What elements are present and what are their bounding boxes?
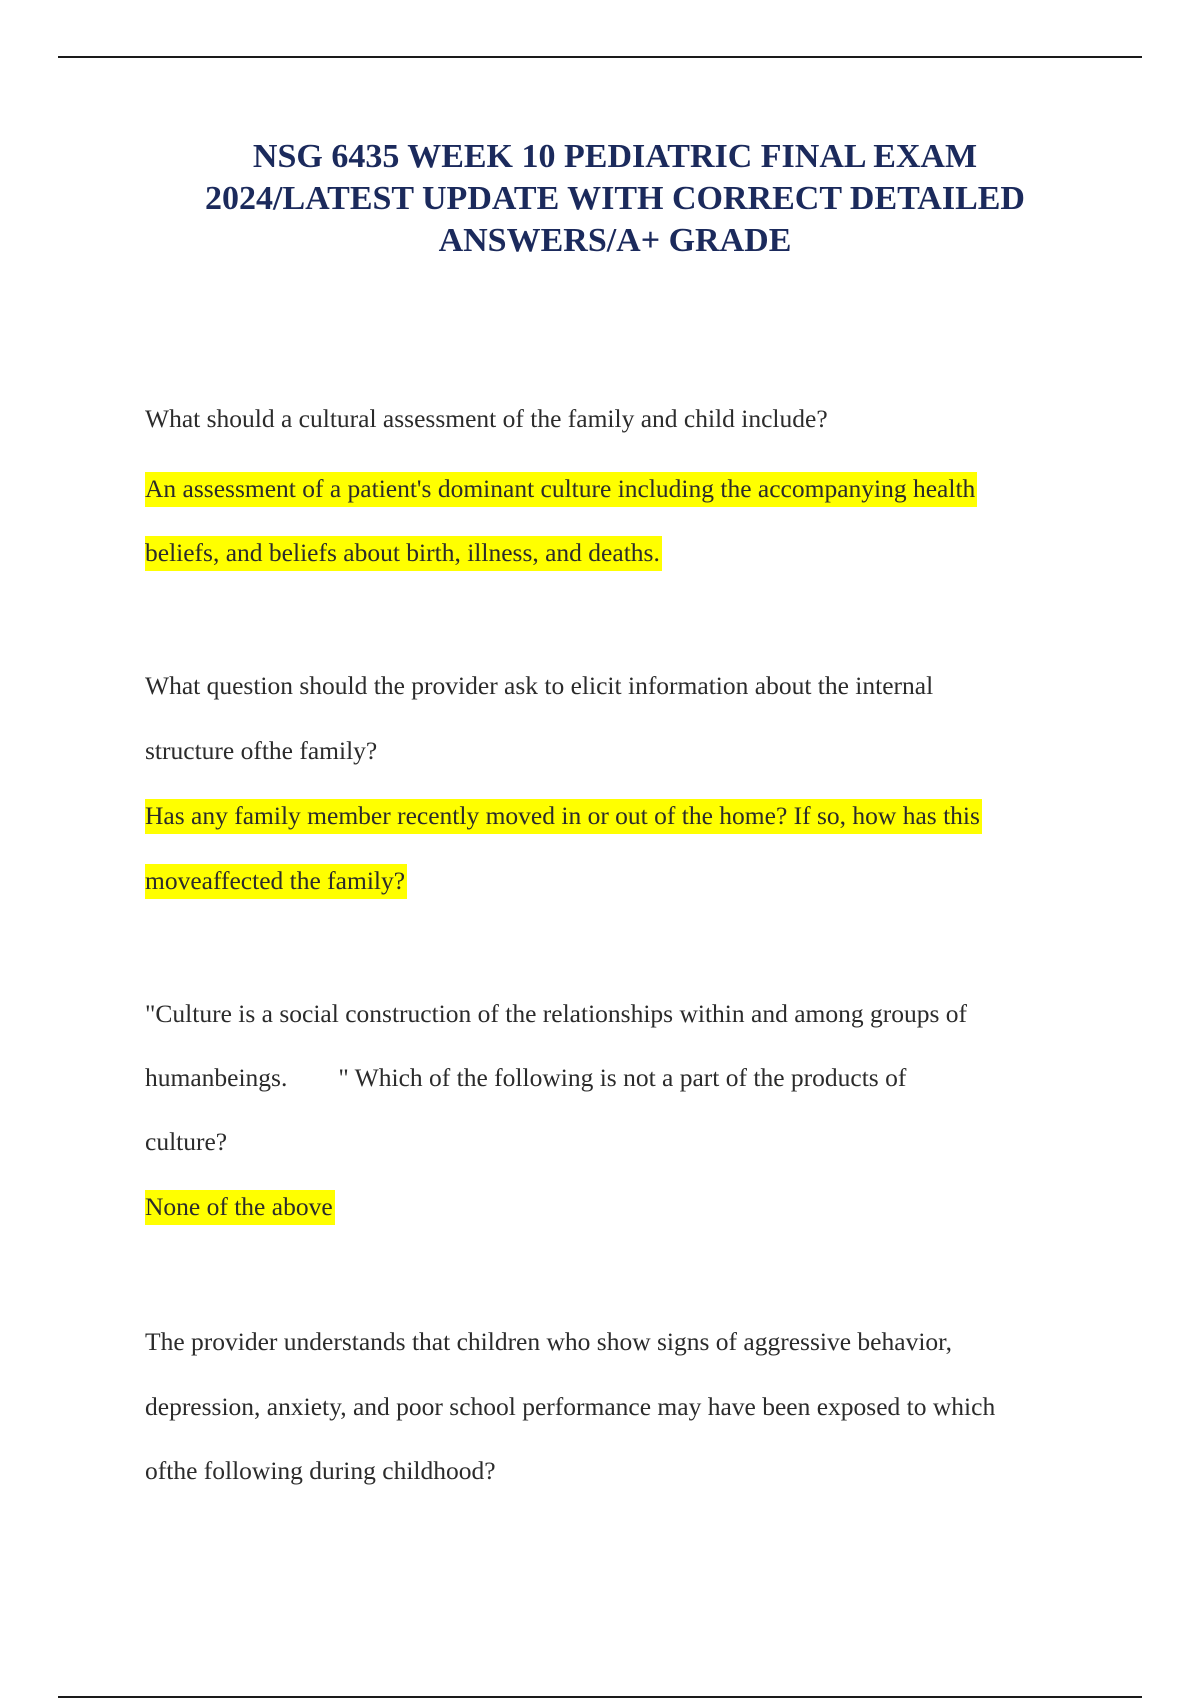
answer-2-line-1 xyxy=(145,799,982,833)
title-line: ANSWERS/A+ GRADE xyxy=(438,222,792,259)
question-2-line-2: structure ofthe family? xyxy=(145,736,378,765)
question-4-line-2: depression, anxiety, and poor school performance may have been exposed to which xyxy=(145,1392,996,1421)
question-2-line-1: What question should the provider ask to elicit information about the internal xyxy=(145,671,934,700)
answer-3-line-1 xyxy=(145,1190,335,1224)
bottom-rule xyxy=(58,1696,1142,1698)
answer-highlight: None of the above xyxy=(145,1190,335,1225)
answer-2-line-2 xyxy=(145,864,407,898)
question-1-line-1: What should a cultural assessment of the family and child include? xyxy=(145,404,828,433)
question-3-line-2: humanbeings. " Which of the following is not a part of the products of xyxy=(145,1063,907,1092)
question-3-line-1: "Culture is a social construction of the relationships within and among groups of xyxy=(145,999,968,1028)
answer-1-line-2 xyxy=(145,536,662,570)
top-rule xyxy=(58,56,1142,58)
answer-highlight: An assessment of a patient's dominant culture including the accompanying health xyxy=(145,472,977,507)
answer-highlight: beliefs, and beliefs about birth, illness, and deaths. xyxy=(145,536,662,571)
document-title xyxy=(120,136,1110,262)
question-4-line-1: The provider understands that children who show signs of aggressive behavior, xyxy=(145,1327,952,1356)
answer-highlight: Has any family member recently moved in or out of the home? If so, how has this xyxy=(145,799,982,834)
question-3-line-3: culture? xyxy=(145,1127,228,1156)
title-line: 2024/LATEST UPDATE WITH CORRECT DETAILED xyxy=(205,180,1025,217)
answer-1-line-1 xyxy=(145,472,977,506)
question-4-line-3: ofthe following during childhood? xyxy=(145,1456,496,1485)
answer-highlight: moveaffected the family? xyxy=(145,864,407,899)
title-line: NSG 6435 WEEK 10 PEDIATRIC FINAL EXAM xyxy=(252,138,978,175)
